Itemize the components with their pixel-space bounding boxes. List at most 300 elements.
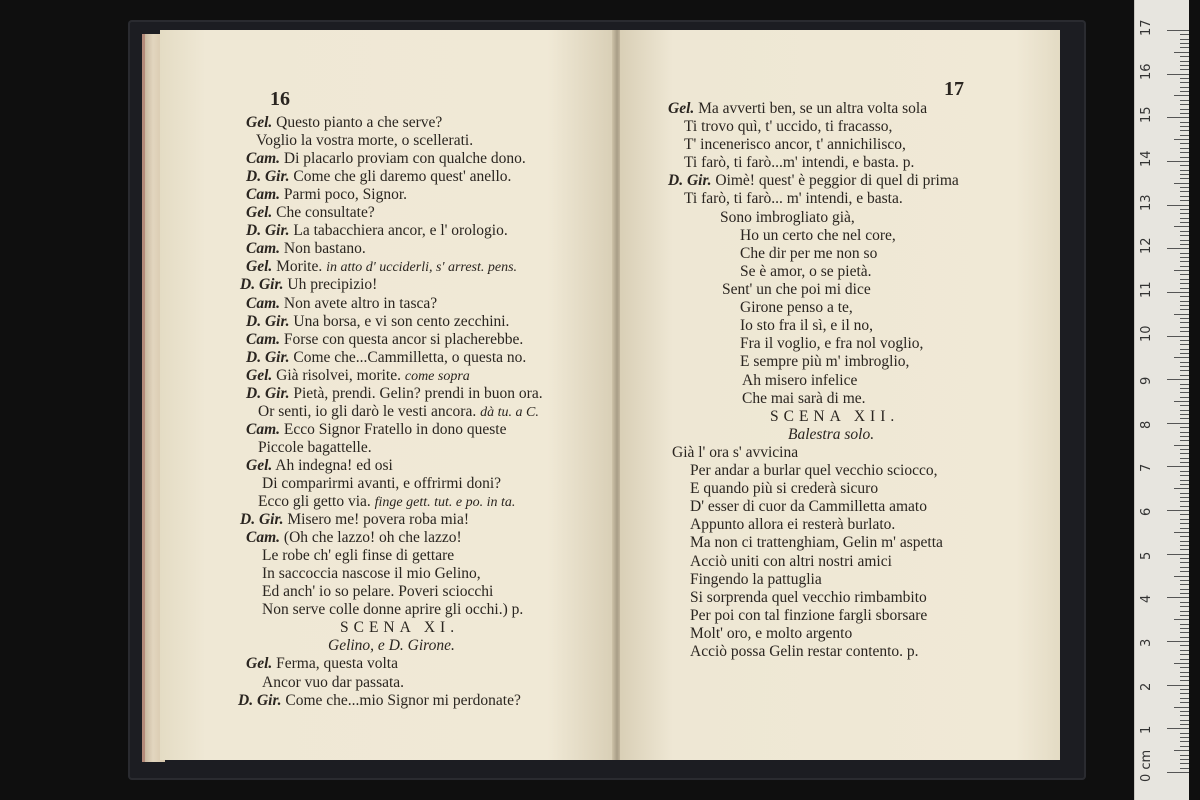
dialogue-line <box>668 100 927 118</box>
ruler-tick <box>1180 122 1189 123</box>
speaker-name: Cam. <box>246 421 281 438</box>
ruler-tick <box>1180 654 1189 655</box>
dialogue-line <box>262 583 493 601</box>
ruler-tick <box>1167 510 1189 511</box>
dialogue-line <box>246 385 543 403</box>
ruler-tick <box>1180 200 1189 201</box>
ruler-tick <box>1180 370 1189 371</box>
ruler-tick <box>1180 318 1189 319</box>
ruler-tick <box>1167 161 1189 162</box>
ruler-tick <box>1180 349 1189 350</box>
page-number-right: 17 <box>944 78 964 100</box>
line-text: Non avete altro in tasca? <box>280 295 438 312</box>
line-text: Sono imbrogliato già, <box>720 209 855 226</box>
dialogue-line <box>246 295 437 313</box>
ruler-tick <box>1180 414 1189 415</box>
line-text: Ecco Signor Fratello in dono queste <box>280 421 507 438</box>
line-text: Non bastano. <box>280 240 366 257</box>
ruler-tick <box>1180 331 1189 332</box>
ruler-tick <box>1180 545 1189 546</box>
line-text: Questo pianto a che serve? <box>272 114 443 131</box>
monologue-line: Ma non ci trattenghiam, Gelin m' aspetta <box>690 534 943 551</box>
ruler-tick <box>1167 641 1189 642</box>
ruler-tick <box>1167 248 1189 249</box>
ruler-label: 7 <box>1139 464 1154 473</box>
ruler-tick <box>1174 226 1189 227</box>
ruler-tick <box>1180 702 1189 703</box>
ruler-tick <box>1180 497 1189 498</box>
ruler-tick <box>1180 632 1189 633</box>
ruler-label: 1 <box>1139 726 1154 735</box>
ruler-tick <box>1180 571 1189 572</box>
scene-characters: Balestra solo. <box>788 426 875 443</box>
ruler-tick <box>1180 715 1189 716</box>
ruler-tick <box>1180 87 1189 88</box>
ruler-tick <box>1180 480 1189 481</box>
monologue-line: D' esser di cuor da Cammilletta amato <box>690 498 927 515</box>
ruler-tick <box>1180 65 1189 66</box>
ruler-tick <box>1180 615 1189 616</box>
ruler-label: 3 <box>1139 638 1154 648</box>
speaker-name: Gel. <box>246 457 273 474</box>
line-text: Ma avverti ben, se un altra volta sola <box>694 100 928 117</box>
dialogue-line <box>246 331 523 349</box>
ruler-tick <box>1180 606 1189 607</box>
ruler-tick <box>1180 471 1189 472</box>
ruler-tick <box>1180 126 1189 127</box>
ruler-tick <box>1180 388 1189 389</box>
ruler-tick <box>1174 52 1189 53</box>
ruler-label: 11 <box>1139 281 1154 298</box>
dialogue-line <box>740 299 853 317</box>
ruler-tick <box>1180 39 1189 40</box>
dialogue-line <box>740 353 909 371</box>
ruler-tick <box>1174 183 1189 184</box>
ruler-label: 5 <box>1139 551 1154 560</box>
ruler-tick <box>1180 279 1189 280</box>
monologue-line: Già l' ora s' avvicina <box>672 444 799 461</box>
right-page <box>620 30 1060 760</box>
line-text: Forse con questa ancor si placherebbe. <box>280 331 524 348</box>
ruler-tick <box>1180 584 1189 585</box>
line-text: Girone penso a te, <box>740 299 853 316</box>
ruler-label: 2 <box>1139 682 1154 691</box>
monologue-line: Appunto allora ei resterà burlato. <box>690 516 896 533</box>
ruler-tick <box>1180 493 1189 494</box>
ruler-tick <box>1180 61 1189 62</box>
speaker-name: D. Gir. <box>240 276 284 293</box>
ruler-label: 16 <box>1139 63 1154 80</box>
ruler-tick <box>1180 165 1189 166</box>
line-text: Una borsa, e vi son cento zecchini. <box>289 313 510 330</box>
speaker-name: Cam. <box>246 150 281 167</box>
ruler-tick <box>1180 549 1189 550</box>
ruler-tick <box>1167 205 1189 206</box>
ruler-label: 6 <box>1139 507 1154 517</box>
ruler-tick <box>1180 56 1189 57</box>
ruler-tick <box>1180 266 1189 267</box>
speaker-name: D. Gir. <box>246 349 290 366</box>
ruler-tick <box>1180 711 1189 712</box>
ruler-tick <box>1180 222 1189 223</box>
speaker-name: D. Gir. <box>246 313 290 330</box>
scene-heading: SCENA XI. <box>340 619 460 636</box>
ruler-tick <box>1180 91 1189 92</box>
ruler-tick <box>1174 707 1189 708</box>
ruler-tick <box>1180 322 1189 323</box>
ruler-tick <box>1174 95 1189 96</box>
ruler-label: 4 <box>1139 595 1154 604</box>
speaker-name: D. Gir. <box>238 692 282 709</box>
ruler-tick <box>1180 541 1189 542</box>
ruler-tick <box>1180 305 1189 306</box>
speaker-name: Gel. <box>668 100 695 117</box>
ruler-tick <box>1180 69 1189 70</box>
dialogue-line <box>262 547 454 565</box>
dialogue-line <box>258 493 515 512</box>
line-text: Le robe ch' egli finse di gettare <box>262 547 455 564</box>
line-text: (Oh che lazzo! oh che lazzo! <box>280 529 462 546</box>
ruler-label: 14 <box>1139 150 1154 167</box>
ruler-tick <box>1174 357 1189 358</box>
ruler-label: 0 cm <box>1139 749 1154 782</box>
dialogue-line <box>246 655 398 673</box>
ruler-tick <box>1180 567 1189 568</box>
stage-direction: finge gett. tut. e po. in ta. <box>374 495 516 510</box>
dialogue-line <box>258 403 539 422</box>
dialogue-line <box>246 222 508 240</box>
line-text: Ah misero infelice <box>742 372 858 389</box>
dialogue-line <box>262 565 481 583</box>
ruler-tick <box>1167 30 1189 31</box>
ruler-tick <box>1180 667 1189 668</box>
line-text: Uh precipizio! <box>283 276 378 293</box>
left-page <box>160 30 616 760</box>
ruler-tick <box>1180 506 1189 507</box>
ruler-tick <box>1180 196 1189 197</box>
scene-heading: SCENA XII. <box>770 408 900 425</box>
ruler-tick <box>1180 763 1189 764</box>
dialogue-line <box>246 186 407 204</box>
ruler-tick <box>1180 152 1189 153</box>
dialogue-line <box>246 457 393 475</box>
speaker-name: Gel. <box>246 258 273 275</box>
ruler-tick <box>1180 436 1189 437</box>
ruler-tick <box>1180 536 1189 537</box>
line-text: Come che...mio Signor mi perdonate? <box>281 692 521 709</box>
dialogue-line <box>742 372 857 390</box>
dialogue-line <box>684 190 903 208</box>
speaker-name: Gel. <box>246 367 273 384</box>
line-text: Ecco gli getto via. <box>258 493 375 510</box>
ruler-tick <box>1180 475 1189 476</box>
line-text: Ancor vuo dar passata. <box>262 674 405 691</box>
speaker-name: Gel. <box>246 655 273 672</box>
line-text: Parmi poco, Signor. <box>280 186 408 203</box>
ruler-tick <box>1167 379 1189 380</box>
dialogue-line <box>246 204 375 222</box>
speaker-name: D. Gir. <box>246 385 290 402</box>
ruler-tick <box>1180 178 1189 179</box>
ruler-tick <box>1180 453 1189 454</box>
line-text: Che dir per me non so <box>740 245 878 262</box>
speaker-name: Cam. <box>246 295 281 312</box>
line-text: Oimè! quest' è peggior di quel di prima <box>711 172 959 189</box>
ruler-tick <box>1180 143 1189 144</box>
monologue-line: Molt' oro, e molto argento <box>690 625 853 642</box>
line-text: Che mai sarà di me. <box>742 390 866 407</box>
dialogue-line <box>246 258 517 277</box>
ruler-tick <box>1180 449 1189 450</box>
ruler-tick <box>1180 191 1189 192</box>
ruler-tick <box>1180 130 1189 131</box>
line-text: In saccoccia nascose il mio Gelino, <box>262 565 481 582</box>
ruler-tick <box>1180 523 1189 524</box>
line-text: Già risolvei, morite. <box>272 367 405 384</box>
ruler-tick <box>1174 576 1189 577</box>
ruler-tick <box>1174 314 1189 315</box>
ruler-tick <box>1180 528 1189 529</box>
ruler-tick <box>1180 689 1189 690</box>
stage-direction: in atto d' ucciderli, s' arrest. pens. <box>326 260 518 275</box>
dialogue-line <box>684 154 914 172</box>
ruler-tick <box>1180 288 1189 289</box>
dialogue-line <box>246 313 509 331</box>
speaker-name: Cam. <box>246 240 281 257</box>
ruler-tick <box>1180 637 1189 638</box>
line-text: Voglio la vostra morte, o scellerati. <box>256 132 474 149</box>
monologue-line: Per poi con tal finzione fargli sborsare <box>690 607 928 624</box>
speaker-name: Cam. <box>246 331 281 348</box>
ruler-tick <box>1180 353 1189 354</box>
ruler-tick <box>1180 344 1189 345</box>
line-text: La tabacchiera ancor, e l' orologio. <box>289 222 508 239</box>
ruler-tick <box>1167 423 1189 424</box>
ruler-label: 13 <box>1139 194 1154 211</box>
dialogue-line <box>722 281 871 299</box>
ruler-tick <box>1180 340 1189 341</box>
line-text: Pietà, prendi. Gelin? prendi in buon ora. <box>289 385 543 402</box>
scene-characters: Gelino, e D. Girone. <box>328 637 455 654</box>
ruler-tick <box>1167 117 1189 118</box>
ruler-tick <box>1180 257 1189 258</box>
ruler-tick <box>1174 139 1189 140</box>
ruler-tick <box>1180 427 1189 428</box>
ruler-tick <box>1174 663 1189 664</box>
ruler-tick <box>1180 698 1189 699</box>
ruler-tick <box>1180 755 1189 756</box>
ruler-tick <box>1174 270 1189 271</box>
ruler-tick <box>1180 366 1189 367</box>
ruler-tick <box>1180 768 1189 769</box>
line-text: Misero me! povera roba mia! <box>283 511 470 528</box>
ruler-tick <box>1180 253 1189 254</box>
ruler-tick <box>1180 602 1189 603</box>
ruler-tick <box>1180 432 1189 433</box>
ruler-tick <box>1180 309 1189 310</box>
line-text: Piccole bagattelle. <box>258 439 372 456</box>
ruler-tick <box>1180 43 1189 44</box>
ruler-tick <box>1180 104 1189 105</box>
ruler-tick <box>1167 74 1189 75</box>
line-text: Ti farò, ti farò...m' intendi, e basta. p. <box>684 154 915 171</box>
ruler-tick <box>1180 680 1189 681</box>
stage-direction: dà tu. a C. <box>480 405 539 420</box>
ruler-tick <box>1180 240 1189 241</box>
line-text: Di placarlo proviam con qualche dono. <box>280 150 526 167</box>
dialogue-line <box>246 168 511 186</box>
speaker-name: Gel. <box>246 204 273 221</box>
dialogue-line <box>238 692 521 710</box>
monologue-line: Acciò possa Gelin restar contento. p. <box>690 643 919 660</box>
ruler-tick <box>1180 218 1189 219</box>
dialogue-line <box>742 390 866 408</box>
ruler-tick <box>1174 401 1189 402</box>
line-text: Sent' un che poi mi dice <box>722 281 871 298</box>
ruler-tick <box>1180 392 1189 393</box>
speaker-name: D. Gir. <box>246 168 290 185</box>
dialogue-line <box>262 674 404 692</box>
ruler-tick <box>1180 405 1189 406</box>
line-text: Ah indegna! ed osi <box>272 457 393 474</box>
line-text: Fra il voglio, e fra nol voglio, <box>740 335 924 352</box>
line-text: Morite. <box>272 258 327 275</box>
dialogue-line <box>740 245 877 263</box>
ruler-tick <box>1180 261 1189 262</box>
ruler-tick <box>1180 593 1189 594</box>
ruler-label: 12 <box>1139 237 1154 255</box>
ruler-tick <box>1180 741 1189 742</box>
dialogue-line <box>262 601 523 619</box>
ruler-tick <box>1174 488 1189 489</box>
speaker-name: D. Gir. <box>246 222 290 239</box>
ruler-tick <box>1180 558 1189 559</box>
line-text: Io sto fra il sì, e il no, <box>740 317 874 334</box>
dialogue-line <box>246 240 366 258</box>
ruler-tick <box>1180 733 1189 734</box>
ruler-tick <box>1180 47 1189 48</box>
ruler-tick <box>1180 235 1189 236</box>
dialogue-line <box>740 227 896 245</box>
line-text: Ferma, questa volta <box>272 655 398 672</box>
ruler-tick <box>1180 659 1189 660</box>
measurement-ruler <box>1134 0 1189 800</box>
monologue-line: Si sorprenda quel vecchio rimbambito <box>690 589 927 606</box>
dialogue-line <box>740 263 872 281</box>
ruler-tick <box>1180 100 1189 101</box>
ruler-tick <box>1180 624 1189 625</box>
ruler-tick <box>1180 209 1189 210</box>
ruler-tick <box>1174 750 1189 751</box>
ruler-tick <box>1180 113 1189 114</box>
ruler-tick <box>1167 554 1189 555</box>
dialogue-line <box>256 132 473 150</box>
stage-direction: come sopra <box>404 369 470 384</box>
ruler-tick <box>1180 148 1189 149</box>
line-text: E sempre più m' imbroglio, <box>740 353 910 370</box>
ruler-tick <box>1180 650 1189 651</box>
ruler-tick <box>1180 362 1189 363</box>
line-text: Ti trovo quì, t' uccido, ti fracasso, <box>684 118 893 135</box>
ruler-label: 10 <box>1139 324 1154 342</box>
dialogue-line <box>684 136 906 154</box>
ruler-tick <box>1180 82 1189 83</box>
ruler-tick <box>1174 445 1189 446</box>
ruler-tick <box>1180 274 1189 275</box>
line-text: Se è amor, o se pietà. <box>740 263 872 280</box>
ruler-tick <box>1180 562 1189 563</box>
ruler-tick <box>1180 296 1189 297</box>
speaker-name: D. Gir. <box>240 511 284 528</box>
ruler-tick <box>1180 737 1189 738</box>
ruler-tick <box>1180 34 1189 35</box>
monologue-line: E quando più si crederà sicuro <box>690 480 879 497</box>
ruler-tick <box>1180 78 1189 79</box>
ruler-tick <box>1180 589 1189 590</box>
line-text: T' incenerisco ancor, t' annichilisco, <box>684 136 906 153</box>
ruler-tick <box>1180 157 1189 158</box>
ruler-tick <box>1180 170 1189 171</box>
line-text: Ti farò, ti farò... m' intendi, e basta. <box>684 190 903 207</box>
ruler-tick <box>1180 724 1189 725</box>
speaker-name: Cam. <box>246 186 281 203</box>
ruler-tick <box>1180 693 1189 694</box>
dialogue-line <box>246 114 442 132</box>
speaker-name: D. Gir. <box>668 172 712 189</box>
ruler-tick <box>1180 440 1189 441</box>
ruler-tick <box>1180 676 1189 677</box>
ruler-tick <box>1167 597 1189 598</box>
ruler-tick <box>1180 187 1189 188</box>
dialogue-line <box>720 209 855 227</box>
dialogue-line <box>240 511 469 529</box>
dialogue-line <box>246 150 526 168</box>
ruler-tick <box>1180 458 1189 459</box>
ruler-tick <box>1180 109 1189 110</box>
line-text: Che consultate? <box>272 204 375 221</box>
ruler-tick <box>1180 501 1189 502</box>
ruler-tick <box>1167 466 1189 467</box>
line-text: Di comparirmi avanti, e offrirmi doni? <box>262 475 502 492</box>
ruler-tick <box>1180 720 1189 721</box>
ruler-tick <box>1180 174 1189 175</box>
ruler-tick <box>1180 135 1189 136</box>
ruler-tick <box>1180 759 1189 760</box>
dialogue-line <box>740 317 873 335</box>
ruler-label: 15 <box>1139 106 1154 124</box>
ruler-tick <box>1180 611 1189 612</box>
speaker-name: Cam. <box>246 529 281 546</box>
ruler-tick <box>1180 327 1189 328</box>
dialogue-line <box>240 276 377 294</box>
line-text: Come che...Cammilletta, o questa no. <box>289 349 527 366</box>
dialogue-line <box>246 349 526 367</box>
ruler-tick <box>1180 484 1189 485</box>
dialogue-line <box>740 335 923 353</box>
ruler-tick <box>1180 418 1189 419</box>
ruler-tick <box>1180 645 1189 646</box>
ruler-tick <box>1174 619 1189 620</box>
ruler-tick <box>1167 772 1189 773</box>
page-number-left: 16 <box>270 88 290 110</box>
line-text: Non serve colle donne aprire gli occhi.) p. <box>262 601 524 618</box>
dialogue-line <box>684 118 892 136</box>
dialogue-line <box>262 475 501 493</box>
ruler-tick <box>1180 397 1189 398</box>
ruler-tick <box>1180 384 1189 385</box>
ruler-tick <box>1180 244 1189 245</box>
ruler-tick <box>1174 532 1189 533</box>
